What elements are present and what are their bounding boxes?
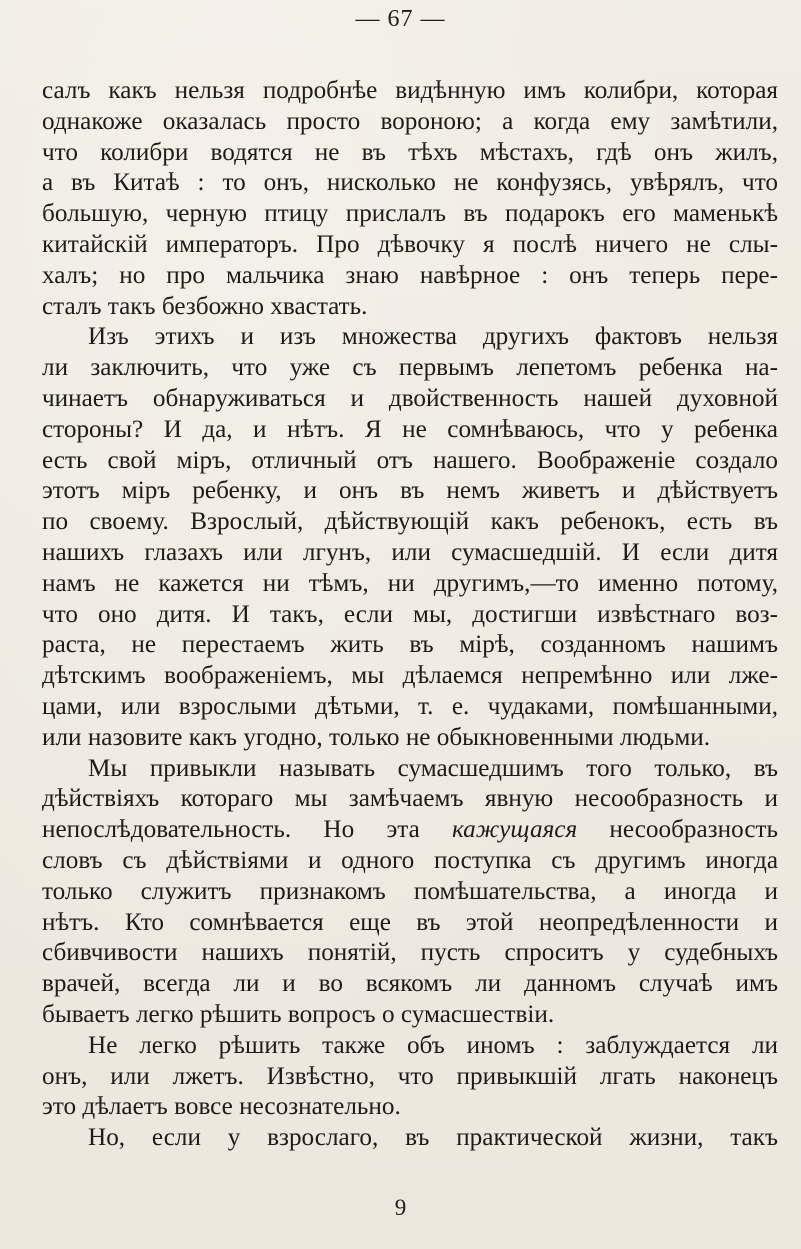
text-line-30: врачей, всегда ли и во всякомъ ли данномъ случаѣ имъ [42, 970, 778, 998]
text-line-17: намъ не кажется ни тѣмъ, ни другимъ,—то именно потому, [42, 569, 778, 597]
text-line-25-with-emphasis [42, 815, 778, 846]
text-line-8: сталъ такъ безбожно хвастать. [42, 292, 368, 320]
text-line-28: нѣтъ. Кто сомнѣвается еще въ этой неопредѣленности и [42, 908, 778, 936]
text-line-27: только служитъ признакомъ помѣшательства, а иногда и [42, 877, 778, 905]
text-line-16: нашихъ глазахъ или лгунъ, или сумасшедшій. И если дитя [42, 538, 778, 566]
text-line-12: стороны? И да, и нѣтъ. Я не сомнѣваюсь, что у ребенка [42, 415, 778, 443]
text-line-13: есть свой міръ, отличный отъ нашего. Воображеніе создало [42, 446, 778, 474]
text-line-7: халъ; но про мальчика знаю навѣрное : онъ теперь пере- [42, 261, 778, 289]
paragraph-4-line-1: Не легко рѣшить также объ иномъ : заблуждается ли [88, 1031, 778, 1059]
text-line-20: дѣтскимъ воображеніемъ, мы дѣлаемся непремѣнно или лже- [42, 662, 778, 690]
text-line-24: дѣйствіяхъ котораго мы замѣчаемъ явную несообразность и [42, 785, 778, 813]
paragraph-5-line-1: Но, если у взрослаго, въ практической жизни, такъ [88, 1124, 778, 1152]
text-line-14: этотъ міръ ребенку, и онъ въ немъ живетъ и дѣйствуетъ [42, 477, 778, 505]
emphasized-word: кажущаяся [452, 816, 578, 844]
text-line-15: по своему. Взрослый, дѣйствующій какъ ребенокъ, есть въ [42, 508, 778, 536]
text-line-25-before: непослѣдовательность. Но эта кажущаяся несообразность [42, 816, 778, 844]
text-line-4: а въ Китаѣ : то онъ, нисколько не конфузясь, увѣрялъ, что [42, 169, 778, 197]
paragraph-3-line-1: Мы привыкли называть сумасшедшимъ того только, въ [88, 754, 778, 782]
text-line-6: китайскій императоръ. Про дѣвочку я послѣ ничего не слы- [42, 230, 778, 258]
text-line-18: что оно дитя. И такъ, если мы, достигши извѣстнаго воз- [42, 600, 778, 628]
body-text [42, 76, 778, 1154]
text-line-29: сбивчивости нашихъ понятій, пусть спроситъ у судебныхъ [42, 939, 778, 967]
text-line-11: чинаетъ обнаруживаться и двойственность нашей духовной [42, 384, 778, 412]
text-line-26: словъ съ дѣйствіями и одного поступка съ другимъ иногда [42, 846, 778, 874]
text-line-31: бываетъ легко рѣшить вопросъ о сумасшествіи. [42, 1000, 555, 1028]
text-line-1: салъ какъ нельзя подробнѣе видѣнную имъ колибри, которая [42, 77, 778, 104]
signature-mark: 9 [394, 1195, 407, 1220]
text-line-33: онъ, или лжетъ. Извѣстно, что привыкшій лгать наконецъ [42, 1062, 778, 1090]
paragraph-2-line-1: Изъ этихъ и изъ множества другихъ фактовъ нельзя [88, 323, 778, 351]
page-number: — 67 — [355, 6, 446, 32]
text-line-3: что колибри водятся не въ тѣхъ мѣстахъ, гдѣ онъ жилъ, [42, 138, 778, 166]
text-line-21: цами, или взрослыми дѣтьми, т. е. чудаками, помѣшанными, [42, 692, 778, 720]
text-line-10: ли заключить, что уже съ первымъ лепетомъ ребенка на- [42, 354, 778, 382]
text-line-5: большую, черную птицу прислалъ въ подарокъ его маменькѣ [42, 200, 778, 228]
text-line-19: раста, не перестаемъ жить въ мірѣ, созданномъ нашимъ [42, 631, 778, 659]
text-line-34: это дѣлаетъ вовсе несознательно. [42, 1093, 401, 1121]
text-line-2: однакоже оказалась просто вороною; а когда ему замѣтили, [42, 107, 778, 135]
text-line-22: или назовите какъ угодно, только не обыкновенными людьми. [42, 723, 711, 751]
